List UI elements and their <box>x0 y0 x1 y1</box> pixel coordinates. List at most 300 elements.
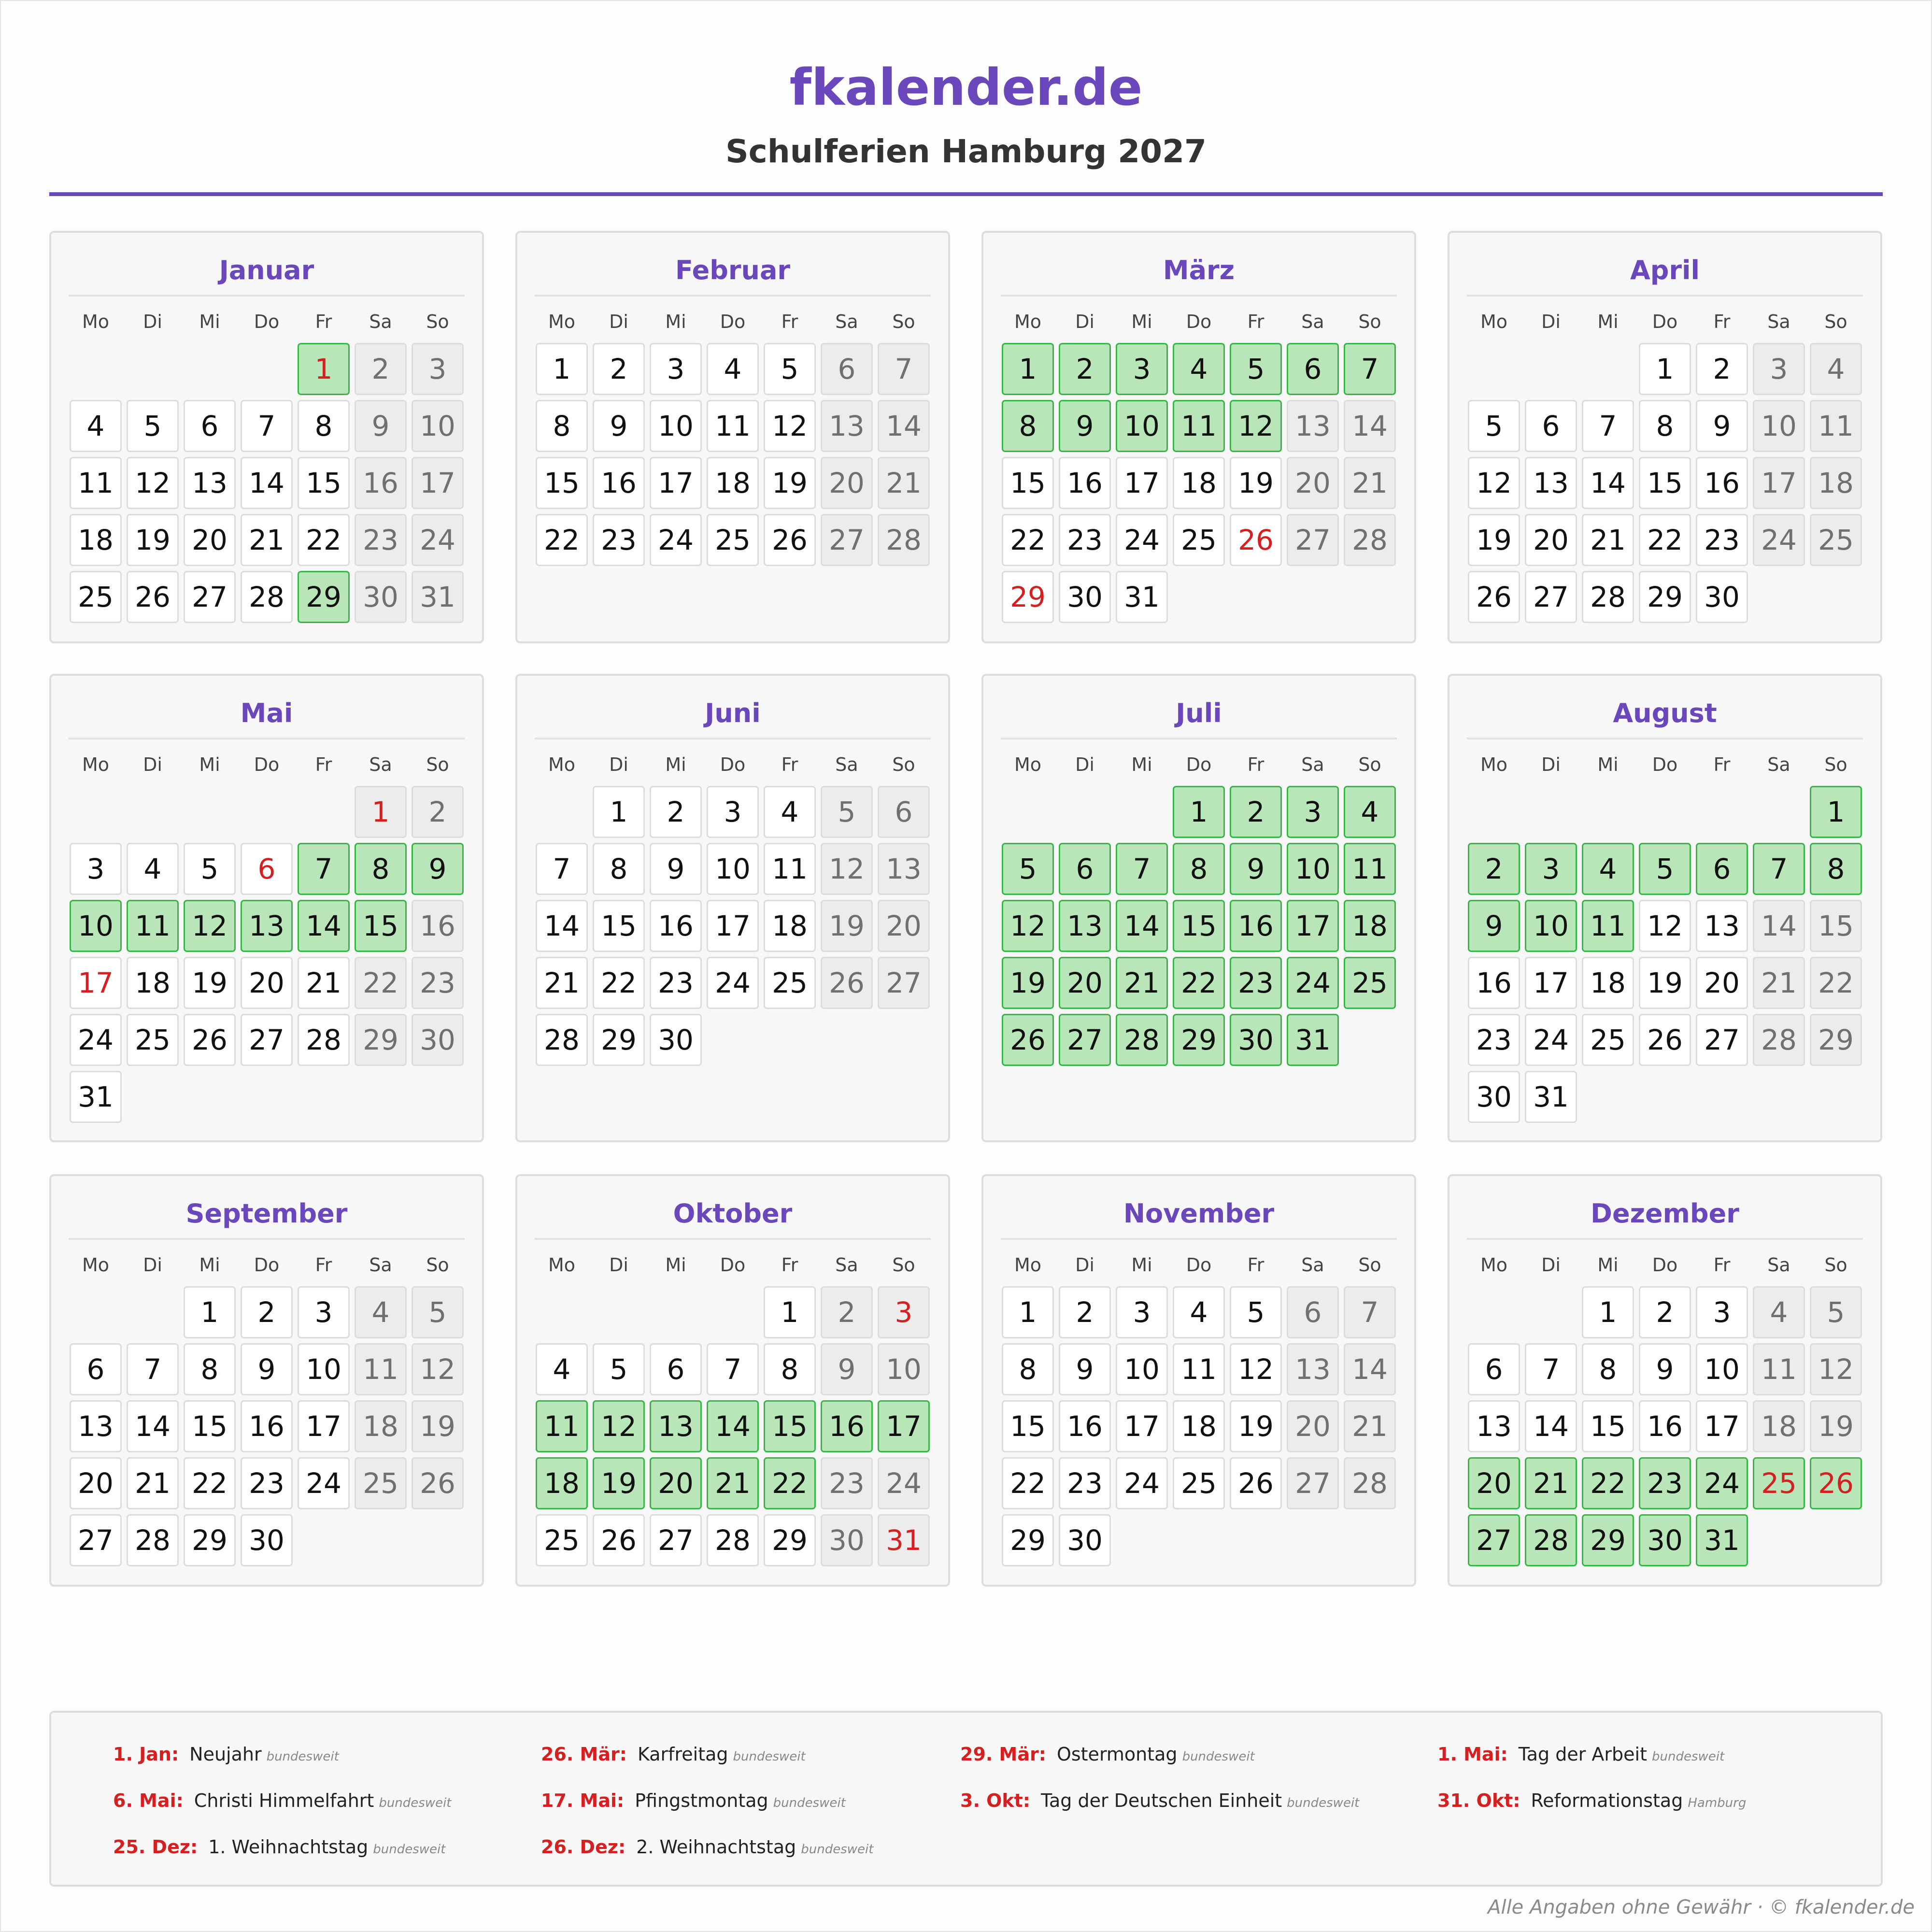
weekday-header: Sa <box>369 754 392 775</box>
day-cell: 28 <box>707 1514 759 1566</box>
day-cell: 20 <box>821 457 873 509</box>
day-cell: 18 <box>1582 957 1634 1009</box>
holiday-day-cell: 1 <box>1173 786 1225 838</box>
day-cell: 9 <box>1696 400 1748 452</box>
month-title: Oktober <box>535 1195 931 1240</box>
weekday-header: Fr <box>1713 311 1731 332</box>
holiday-day-cell: 23 <box>1639 1457 1691 1509</box>
weekday-header: Do <box>720 311 746 332</box>
weekday-header: Fr <box>315 311 332 332</box>
day-cell: 3 <box>650 343 702 395</box>
holiday-legend <box>49 1711 1883 1887</box>
holiday-day-cell: 10 <box>70 900 122 952</box>
day-cell: 26 <box>821 957 873 1009</box>
holiday-day-cell: 27 <box>1468 1514 1520 1566</box>
weekday-header: Do <box>1186 754 1212 775</box>
day-cell: 22 <box>536 514 588 566</box>
holiday-day-cell: 11 <box>1582 900 1634 952</box>
day-cell: 1 <box>1582 1286 1634 1338</box>
weekday-header: So <box>1358 1254 1381 1276</box>
weekday-header: Fr <box>781 754 798 775</box>
day-cell: 29 <box>184 1514 236 1566</box>
day-cell: 23 <box>650 957 702 1009</box>
legend-date: 31. Okt: <box>1437 1790 1520 1811</box>
holiday-day-cell: 11 <box>127 900 179 952</box>
month-panel <box>515 231 950 643</box>
day-cell: 21 <box>1753 957 1805 1009</box>
holiday-day-cell: 5 <box>1639 843 1691 895</box>
weekday-header: So <box>426 754 449 775</box>
day-cell: 5 <box>593 1343 645 1395</box>
day-cell: 15 <box>1002 1400 1054 1452</box>
holiday-day-cell: 15 <box>1173 900 1225 952</box>
holiday-day-cell: 28 <box>1116 1014 1168 1066</box>
day-cell: 3 <box>1753 343 1805 395</box>
day-cell: 14 <box>1344 1343 1396 1395</box>
holiday-day-cell: 20 <box>1468 1457 1520 1509</box>
day-cell: 7 <box>1344 1286 1396 1338</box>
day-cell: 13 <box>1287 1343 1339 1395</box>
weekday-header: Di <box>1075 754 1094 775</box>
day-cell: 15 <box>298 457 350 509</box>
holiday-day-cell: 1 <box>1002 343 1054 395</box>
holiday-day-cell: 13 <box>241 900 293 952</box>
weekday-header: Mo <box>548 311 576 332</box>
weekday-header: Mo <box>82 311 110 332</box>
holiday-day-cell: 21 <box>1525 1457 1577 1509</box>
day-cell: 31 <box>412 571 464 623</box>
day-cell: 24 <box>650 514 702 566</box>
weekday-header: Sa <box>1767 1254 1790 1276</box>
weekday-header: Mi <box>665 311 686 332</box>
legend-date: 25. Dez: <box>113 1836 198 1858</box>
day-cell: 9 <box>593 400 645 452</box>
brand-logo-text: fkalender.de <box>789 58 1143 117</box>
day-cell: 8 <box>1639 400 1691 452</box>
weekday-header: Di <box>1541 1254 1561 1276</box>
month-title: Dezember <box>1467 1195 1863 1240</box>
day-cell: 17 <box>412 457 464 509</box>
day-cell: 20 <box>1287 457 1339 509</box>
day-cell: 24 <box>1753 514 1805 566</box>
day-cell: 1 <box>536 343 588 395</box>
legend-holiday-name: Neujahr <box>189 1744 262 1765</box>
day-cell: 28 <box>1582 571 1634 623</box>
month-panel <box>1448 1174 1882 1587</box>
weekday-header: Mi <box>199 311 220 332</box>
day-cell: 12 <box>127 457 179 509</box>
day-cell: 4 <box>764 786 816 838</box>
holiday-day-cell: 23 <box>1230 957 1282 1009</box>
day-cell: 1 <box>1639 343 1691 395</box>
day-cell: 21 <box>1582 514 1634 566</box>
holiday-day-cell: 8 <box>1002 400 1054 452</box>
day-cell: 11 <box>707 400 759 452</box>
day-cell: 11 <box>1173 1343 1225 1395</box>
day-cell: 9 <box>821 1343 873 1395</box>
legend-item <box>113 1836 445 1858</box>
day-cell: 14 <box>1582 457 1634 509</box>
day-cell: 22 <box>355 957 407 1009</box>
day-cell: 20 <box>1696 957 1748 1009</box>
day-cell: 21 <box>241 514 293 566</box>
weekday-header: So <box>1824 311 1847 332</box>
title-divider <box>49 192 1883 196</box>
holiday-day-cell: 18 <box>1344 900 1396 952</box>
legend-scope: bundesweit <box>733 1749 806 1764</box>
holiday-day-cell: 8 <box>1810 843 1862 895</box>
weekday-header: Di <box>1075 311 1094 332</box>
day-cell: 4 <box>1173 1286 1225 1338</box>
day-cell: 24 <box>1116 1457 1168 1509</box>
day-cell: 23 <box>821 1457 873 1509</box>
public-holiday-day-cell: 17 <box>70 957 122 1009</box>
holiday-day-cell: 16 <box>821 1400 873 1452</box>
weekday-header: Fr <box>1247 1254 1264 1276</box>
day-cell: 16 <box>241 1400 293 1452</box>
holiday-day-cell: 15 <box>355 900 407 952</box>
day-cell: 11 <box>355 1343 407 1395</box>
day-cell: 28 <box>127 1514 179 1566</box>
holiday-day-cell: 22 <box>1582 1457 1634 1509</box>
day-cell: 30 <box>412 1014 464 1066</box>
weekday-header: Sa <box>1301 754 1324 775</box>
holiday-day-cell: 11 <box>1344 843 1396 895</box>
day-cell: 27 <box>1287 514 1339 566</box>
month-panel <box>1448 674 1882 1142</box>
holiday-day-cell: 5 <box>1230 343 1282 395</box>
day-cell: 30 <box>241 1514 293 1566</box>
month-title: August <box>1467 695 1863 739</box>
day-cell: 19 <box>764 457 816 509</box>
weekday-header: Mo <box>548 754 576 775</box>
day-cell: 11 <box>1810 400 1862 452</box>
holiday-day-cell: 4 <box>1173 343 1225 395</box>
weekday-header: So <box>1358 311 1381 332</box>
month-title: September <box>69 1195 465 1240</box>
weekday-header: Mi <box>665 1254 686 1276</box>
day-cell: 29 <box>593 1014 645 1066</box>
weekday-header: Sa <box>1767 754 1790 775</box>
legend-holiday-name: 1. Weihnachtstag <box>208 1836 369 1858</box>
public-holiday-day-cell: 29 <box>1002 571 1054 623</box>
month-panel <box>981 1174 1416 1587</box>
day-cell: 6 <box>650 1343 702 1395</box>
day-cell: 28 <box>1344 514 1396 566</box>
day-cell: 22 <box>184 1457 236 1509</box>
day-cell: 10 <box>650 400 702 452</box>
day-cell: 19 <box>1468 514 1520 566</box>
day-cell: 10 <box>878 1343 930 1395</box>
legend-scope: Hamburg <box>1688 1796 1747 1810</box>
weekday-header: Mi <box>665 754 686 775</box>
month-title: Februar <box>535 252 931 297</box>
month-title: April <box>1467 252 1863 297</box>
day-cell: 27 <box>184 571 236 623</box>
weekday-header: Do <box>254 1254 280 1276</box>
day-cell: 24 <box>70 1014 122 1066</box>
day-cell: 21 <box>878 457 930 509</box>
day-cell: 3 <box>70 843 122 895</box>
day-cell: 7 <box>241 400 293 452</box>
holiday-day-cell: 24 <box>1696 1457 1748 1509</box>
day-cell: 4 <box>355 1286 407 1338</box>
day-cell: 18 <box>764 900 816 952</box>
day-cell: 30 <box>1059 1514 1111 1566</box>
day-cell: 22 <box>1002 1457 1054 1509</box>
day-cell: 13 <box>1287 400 1339 452</box>
weekday-header: So <box>1358 754 1381 775</box>
day-cell: 1 <box>184 1286 236 1338</box>
day-cell: 11 <box>70 457 122 509</box>
day-cell: 1 <box>1002 1286 1054 1338</box>
holiday-day-cell: 24 <box>1287 957 1339 1009</box>
day-cell: 31 <box>1116 571 1168 623</box>
day-cell: 28 <box>878 514 930 566</box>
day-cell: 23 <box>593 514 645 566</box>
legend-holiday-name: Tag der Deutschen Einheit <box>1041 1790 1282 1811</box>
legend-date: 1. Mai: <box>1437 1744 1508 1765</box>
day-cell: 4 <box>1753 1286 1805 1338</box>
day-cell: 13 <box>1696 900 1748 952</box>
holiday-day-cell: 12 <box>184 900 236 952</box>
day-cell: 3 <box>1696 1286 1748 1338</box>
day-cell: 29 <box>1810 1014 1862 1066</box>
holiday-day-cell: 13 <box>650 1400 702 1452</box>
holiday-day-cell: 1 <box>1810 786 1862 838</box>
day-cell: 8 <box>764 1343 816 1395</box>
weekday-header: Di <box>143 311 162 332</box>
day-cell: 6 <box>184 400 236 452</box>
day-cell: 28 <box>1344 1457 1396 1509</box>
weekday-header: Do <box>720 754 746 775</box>
day-cell: 22 <box>1002 514 1054 566</box>
weekday-header: Mi <box>1597 754 1619 775</box>
day-cell: 25 <box>127 1014 179 1066</box>
day-cell: 3 <box>707 786 759 838</box>
weekday-header: Mo <box>82 754 110 775</box>
day-cell: 16 <box>412 900 464 952</box>
day-cell: 27 <box>821 514 873 566</box>
weekday-header: Fr <box>781 311 798 332</box>
holiday-day-cell: 28 <box>1525 1514 1577 1566</box>
weekday-header: Fr <box>781 1254 798 1276</box>
day-cell: 4 <box>536 1343 588 1395</box>
holiday-day-cell: 29 <box>1582 1514 1634 1566</box>
day-cell: 14 <box>536 900 588 952</box>
day-cell: 10 <box>1696 1343 1748 1395</box>
day-cell: 16 <box>1468 957 1520 1009</box>
day-cell: 26 <box>412 1457 464 1509</box>
day-cell: 16 <box>593 457 645 509</box>
day-cell: 16 <box>1059 457 1111 509</box>
legend-holiday-name: Ostermontag <box>1056 1744 1178 1765</box>
day-cell: 2 <box>1696 343 1748 395</box>
public-holiday-day-cell: 31 <box>878 1514 930 1566</box>
day-cell: 4 <box>127 843 179 895</box>
legend-item <box>113 1744 339 1765</box>
legend-scope: bundesweit <box>373 1842 446 1857</box>
day-cell: 15 <box>1810 900 1862 952</box>
legend-holiday-name: 2. Weihnachtstag <box>636 1836 796 1858</box>
month-panel <box>981 231 1416 643</box>
holiday-day-cell: 10 <box>1525 900 1577 952</box>
holiday-day-cell: 16 <box>1230 900 1282 952</box>
weekday-header: Mi <box>1131 1254 1152 1276</box>
public-holiday-day-cell: 3 <box>878 1286 930 1338</box>
day-cell: 19 <box>1810 1400 1862 1452</box>
weekday-header: So <box>426 311 449 332</box>
holiday-day-cell: 25 <box>1344 957 1396 1009</box>
holiday-day-cell: 6 <box>1287 343 1339 395</box>
day-cell: 2 <box>821 1286 873 1338</box>
day-cell: 7 <box>1525 1343 1577 1395</box>
day-cell: 25 <box>1173 514 1225 566</box>
weekday-header: So <box>1824 754 1847 775</box>
day-cell: 8 <box>536 400 588 452</box>
day-cell: 16 <box>650 900 702 952</box>
holiday-day-cell: 11 <box>536 1400 588 1452</box>
holiday-day-cell: 10 <box>1116 400 1168 452</box>
legend-item <box>960 1790 1359 1811</box>
day-cell: 27 <box>70 1514 122 1566</box>
day-cell: 1 <box>593 786 645 838</box>
day-cell: 15 <box>1582 1400 1634 1452</box>
weekday-header: Fr <box>1713 1254 1731 1276</box>
weekday-header: Do <box>1652 311 1678 332</box>
legend-item <box>960 1744 1255 1765</box>
day-cell: 18 <box>355 1400 407 1452</box>
holiday-day-cell: 27 <box>1059 1014 1111 1066</box>
day-cell: 14 <box>127 1400 179 1452</box>
holiday-day-cell: 10 <box>1287 843 1339 895</box>
day-cell: 15 <box>536 457 588 509</box>
month-panel <box>515 674 950 1142</box>
day-cell: 4 <box>70 400 122 452</box>
legend-item <box>541 1790 846 1811</box>
weekday-header: Mo <box>1480 311 1508 332</box>
legend-date: 17. Mai: <box>541 1790 625 1811</box>
day-cell: 24 <box>1116 514 1168 566</box>
weekday-header: So <box>892 754 915 775</box>
holiday-day-cell: 25 <box>1753 1457 1805 1509</box>
day-cell: 25 <box>1173 1457 1225 1509</box>
legend-holiday-name: Tag der Arbeit <box>1518 1744 1647 1765</box>
month-panel <box>515 1174 950 1587</box>
holiday-day-cell: 7 <box>1116 843 1168 895</box>
day-cell: 25 <box>70 571 122 623</box>
weekday-header: Mo <box>548 1254 576 1276</box>
day-cell: 21 <box>298 957 350 1009</box>
holiday-day-cell: 12 <box>593 1400 645 1452</box>
weekday-header: Sa <box>1767 311 1790 332</box>
day-cell: 8 <box>1582 1343 1634 1395</box>
weekday-header: Di <box>143 1254 162 1276</box>
legend-item <box>1437 1744 1724 1765</box>
day-cell: 8 <box>593 843 645 895</box>
legend-scope: bundesweit <box>773 1796 846 1810</box>
weekday-header: Mo <box>1014 1254 1042 1276</box>
holiday-day-cell: 6 <box>1059 843 1111 895</box>
day-cell: 5 <box>412 1286 464 1338</box>
legend-holiday-name: Christi Himmelfahrt <box>194 1790 374 1811</box>
day-cell: 16 <box>1059 1400 1111 1452</box>
day-cell: 23 <box>1696 514 1748 566</box>
holiday-day-cell: 21 <box>707 1457 759 1509</box>
day-cell: 5 <box>1230 1286 1282 1338</box>
day-cell: 12 <box>1468 457 1520 509</box>
weekday-header: Di <box>1541 311 1561 332</box>
day-cell: 10 <box>707 843 759 895</box>
weekday-header: Mi <box>1131 754 1152 775</box>
day-cell: 28 <box>536 1014 588 1066</box>
day-cell: 10 <box>1116 1343 1168 1395</box>
day-cell: 17 <box>298 1400 350 1452</box>
holiday-day-cell: 1 <box>298 343 350 395</box>
day-cell: 21 <box>1344 1400 1396 1452</box>
legend-date: 6. Mai: <box>113 1790 184 1811</box>
weekday-header: Mo <box>1480 1254 1508 1276</box>
weekday-header: Sa <box>369 1254 392 1276</box>
day-cell: 23 <box>1059 1457 1111 1509</box>
month-title: Mai <box>69 695 465 739</box>
holiday-day-cell: 31 <box>1287 1014 1339 1066</box>
day-cell: 7 <box>127 1343 179 1395</box>
weekday-header: Do <box>1186 1254 1212 1276</box>
month-title: Juni <box>535 695 931 739</box>
weekday-header: Fr <box>1247 754 1264 775</box>
day-cell: 18 <box>707 457 759 509</box>
weekday-header: So <box>892 1254 915 1276</box>
legend-item <box>1437 1790 1746 1811</box>
day-cell: 15 <box>593 900 645 952</box>
weekday-header: Di <box>609 754 628 775</box>
day-cell: 6 <box>1525 400 1577 452</box>
weekday-header: Mo <box>1014 311 1042 332</box>
weekday-header: Do <box>720 1254 746 1276</box>
holiday-day-cell: 19 <box>593 1457 645 1509</box>
day-cell: 17 <box>1525 957 1577 1009</box>
public-holiday-day-cell: 26 <box>1230 514 1282 566</box>
day-cell: 30 <box>821 1514 873 1566</box>
month-title: Januar <box>69 252 465 297</box>
day-cell: 19 <box>821 900 873 952</box>
day-cell: 4 <box>1810 343 1862 395</box>
day-cell: 24 <box>707 957 759 1009</box>
day-cell: 19 <box>184 957 236 1009</box>
day-cell: 2 <box>1059 1286 1111 1338</box>
day-cell: 29 <box>355 1014 407 1066</box>
holiday-day-cell: 7 <box>1753 843 1805 895</box>
day-cell: 13 <box>821 400 873 452</box>
day-cell: 5 <box>127 400 179 452</box>
day-cell: 20 <box>184 514 236 566</box>
weekday-header: Mi <box>199 1254 220 1276</box>
month-title: März <box>1001 252 1397 297</box>
legend-scope: bundesweit <box>379 1796 452 1810</box>
day-cell: 6 <box>878 786 930 838</box>
month-title: Juli <box>1001 695 1397 739</box>
day-cell: 11 <box>764 843 816 895</box>
day-cell: 6 <box>70 1343 122 1395</box>
day-cell: 14 <box>241 457 293 509</box>
holiday-day-cell: 9 <box>1468 900 1520 952</box>
day-cell: 26 <box>593 1514 645 1566</box>
day-cell: 14 <box>1344 400 1396 452</box>
day-cell: 5 <box>1468 400 1520 452</box>
day-cell: 30 <box>1696 571 1748 623</box>
weekday-header: Do <box>254 754 280 775</box>
